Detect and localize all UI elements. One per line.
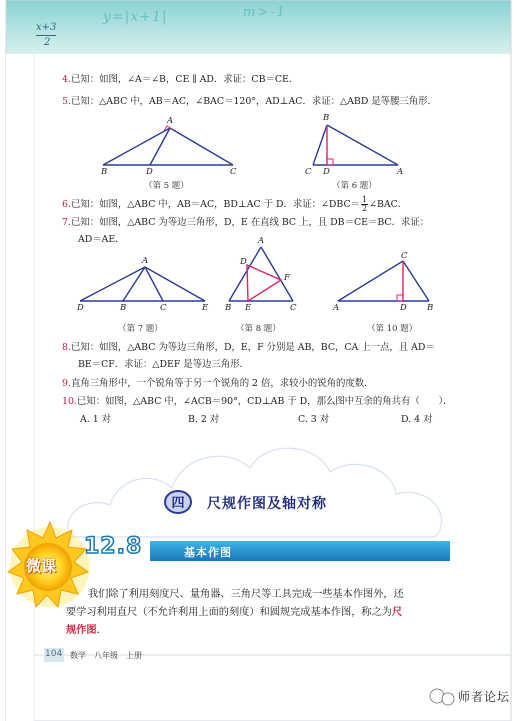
fig8-label-b: B <box>225 303 232 313</box>
watermark-text: 师者论坛 <box>458 690 511 704</box>
question-10: 10.已知：如图，△ABC 中，∠ACB＝90°，CD⊥AB 于 D，那么图中互余的角共有（ ）． <box>62 396 453 407</box>
fig8-caption: （第 8 题） <box>236 324 281 334</box>
body-text-line2: 要学习利用直尺（不允许利用上面的刻度）和圆规完成基本作图，称之为尺 <box>66 607 403 618</box>
lesson-title: 基本作图 <box>184 546 232 559</box>
question-4: 4.已知：如图，∠A＝∠B，CE ∥ AD．求证：CB＝CE． <box>62 74 299 85</box>
fig5-caption: （第 5 题） <box>144 181 189 191</box>
figure-7 <box>80 267 205 301</box>
handwriting-equation: y=|x+1| <box>103 9 168 25</box>
option-c: C. 3 对 <box>298 414 330 425</box>
handwriting-fraction-num: x+3 <box>36 22 57 33</box>
fig6-label-d: D <box>323 167 330 177</box>
fig10-label-c: C <box>401 251 408 261</box>
fig8-label-e: E <box>245 303 252 313</box>
fig7-label-c: C <box>160 303 167 313</box>
question-5: 5.已知：△ABC 中，AB＝AC，∠BAC＝120°，AD⊥AC．求证：△ABD 是等腰三角形． <box>62 96 437 107</box>
fig7-caption: （第 7 题） <box>118 324 163 334</box>
fig10-label-d: D <box>400 303 407 313</box>
fig5-label-d: D <box>146 167 153 177</box>
fig10-label-b: B <box>427 303 434 313</box>
option-a: A. 1 对 <box>80 414 112 425</box>
fig6-label-c: C <box>305 167 312 177</box>
question-7: 7.已知：如图，△ABC 为等边三角形，D，E 在直线 BC 上，且 DB＝CE＝BC．求证： <box>62 217 430 228</box>
section-badge <box>164 490 192 514</box>
fig8-label-a: A <box>258 236 265 246</box>
lesson-number: 12.8 <box>84 534 143 559</box>
highlight-term-end: 规作图 <box>66 625 97 636</box>
fig7-label-b: B <box>120 303 127 313</box>
figure-5 <box>103 126 233 165</box>
fig8-label-f: F <box>284 273 290 283</box>
figure-6 <box>313 125 398 165</box>
fig5-label-b: B <box>101 167 108 177</box>
fig5-label-c: C <box>230 167 237 177</box>
question-7-line2: AD＝AE． <box>78 234 125 245</box>
question-6: 6.已知：如图，△ABC 中，AB＝AC，BD⊥AC 于 D．求证：∠DBC＝ $\frac{1}{2}$ ∠BAC． <box>62 195 408 213</box>
option-d: D. 4 对 <box>401 414 433 425</box>
option-b: B. 2 对 <box>188 414 220 425</box>
fig7-label-a: A <box>142 256 149 266</box>
handwriting-inequality: m>-1 <box>243 5 287 20</box>
fig7-label-e: E <box>202 303 209 313</box>
fig5-label-a: A <box>167 116 174 126</box>
handwriting-fraction-bar <box>36 35 56 36</box>
forum-logo-icon <box>430 689 454 705</box>
section-title: 尺规作图及轴对称 <box>207 496 327 512</box>
body-text-line1: 我们除了利用刻度尺、量角器、三角尺等工具完成一些基本作图外，还 <box>88 589 404 600</box>
fig10-label-a: A <box>333 303 340 313</box>
book-title: 数学 八年级 上册 <box>70 651 142 660</box>
question-8-line2: BE＝CF．求证：△DEF 是等边三角形． <box>78 359 249 370</box>
fig6-caption: （第 6 题） <box>332 181 377 191</box>
figure-10 <box>338 261 429 301</box>
fig7-label-d: D <box>77 303 84 313</box>
question-8: 8.已知：如图，△ABC 为等边三角形，D，E，F 分别是 AB，BC，CA 上一点，且 AD＝ <box>62 342 435 353</box>
page-number: 104 <box>45 649 63 659</box>
fig6-label-b: B <box>323 113 330 123</box>
question-9: 9.直角三角形中，一个锐角等于另一个锐角的 2 倍，求较小的锐角的度数． <box>62 378 374 389</box>
fig10-caption: （第 10 题） <box>367 324 418 334</box>
fig6-label-a: A <box>397 167 404 177</box>
fig8-label-d: D <box>240 257 247 267</box>
highlight-term-start: 尺 <box>392 607 403 618</box>
section-badge-label: 四 <box>171 496 185 511</box>
fig8-label-c: C <box>290 303 297 313</box>
body-text-line3: 规作图． <box>66 625 107 636</box>
sun-label: 微课 <box>26 557 57 575</box>
handwriting-fraction-den: 2 <box>44 37 51 48</box>
